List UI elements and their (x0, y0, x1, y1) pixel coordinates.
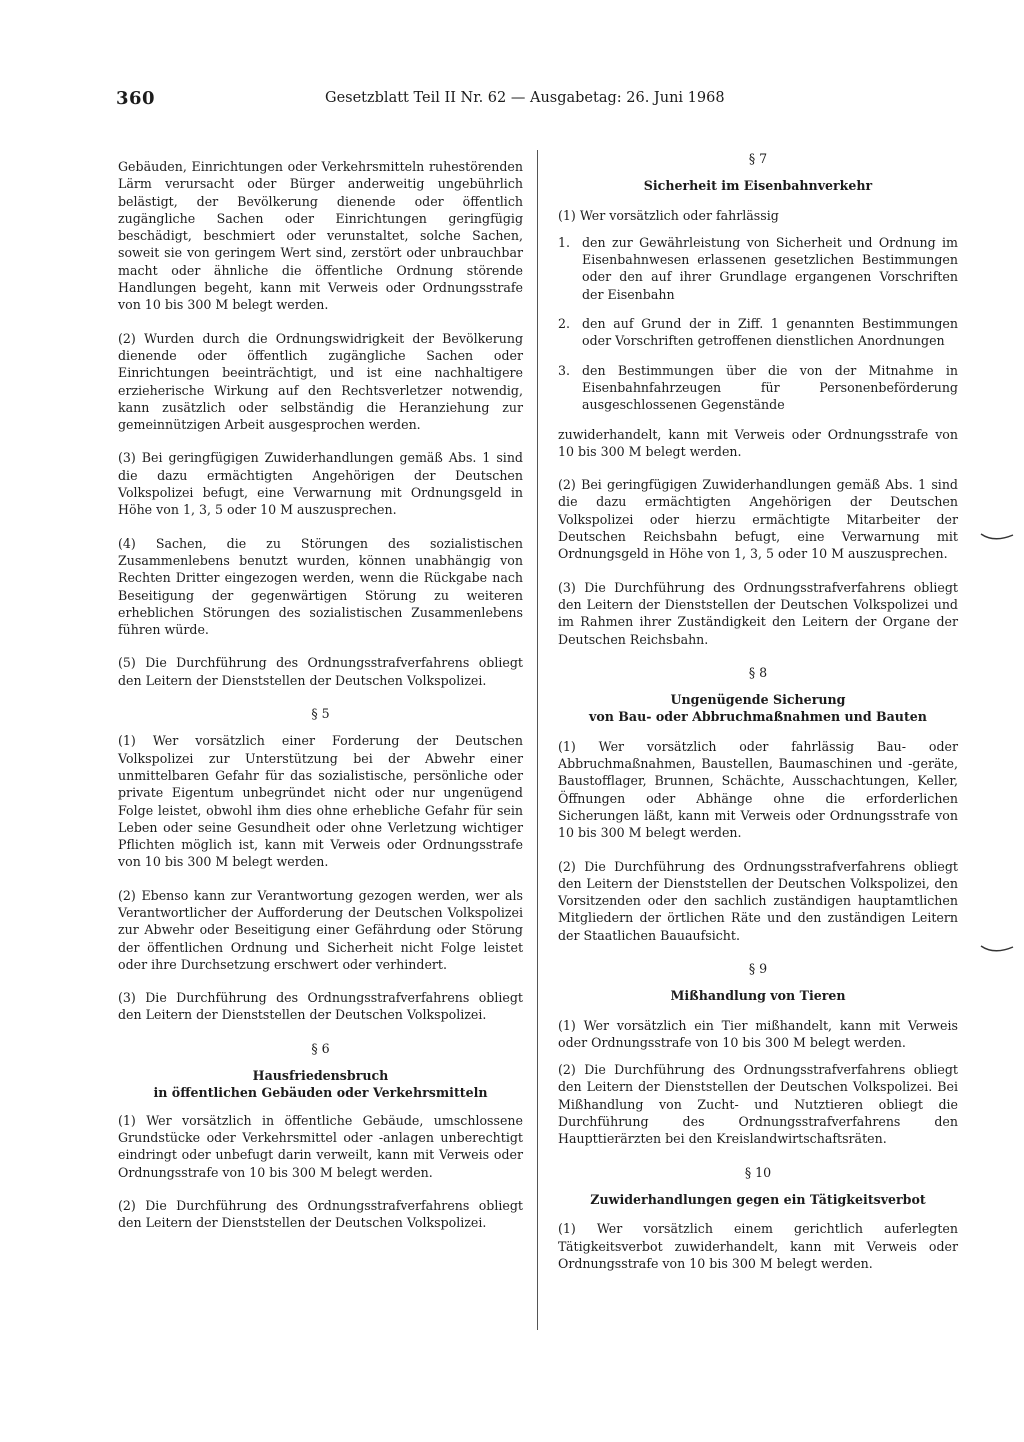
section-heading-8: § 8 (748, 664, 768, 680)
paragraph: (2) Ebenso kann zur Verantwortung gezogen werden, wer als Verantwortlicher der Aufforderung der Deutschen Volkspolizei zur Abwehr oder Beseitigung einer Gefährdung oder Störung der öffentlichen Ordnung und Sicherheit nicht Folge leistet oder ihre Durchsetzung erschwert oder verhindert. (118, 887, 523, 972)
section-title-line: Ungenügende Sicherung (670, 692, 846, 708)
section-title-9: Mißhandlung von Tieren (670, 988, 846, 1004)
margin-mark-icon (980, 944, 1014, 954)
section-title-line: in öffentlichen Gebäuden oder Verkehrsmitteln (153, 1085, 488, 1101)
margin-mark (980, 944, 1014, 954)
section-title-8 (558, 691, 958, 726)
list-item-text: den zur Gewährleistung von Sicherheit und Ordnung im Eisenbahnwesen erlassenen gesetzlichen Bestimmungen oder den auf ihrer Grundlage ergangenen Vorschriften der Eisenbahn (582, 234, 958, 302)
page-header (116, 88, 956, 110)
list-item-number: 1. (558, 234, 571, 250)
paragraph: (2) Die Durchführung des Ordnungsstrafverfahrens obliegt den Leitern der Dienststellen der Deutschen Volkspolizei. (118, 1197, 523, 1231)
section-title-7: Sicherheit im Eisenbahnverkehr (643, 178, 873, 194)
paragraph: (1) Wer vorsätzlich einer Forderung der Deutschen Volkspolizei zur Unterstützung bei der Abwehr einer unmittelbaren Gefahr für das sozialistische, persönliche oder private Eigentum unbegründet nicht oder nur ungenügend Folge leistet, obwohl ihm dies ohne erhebliche Gefahr für sein Leben oder seine Gesundheit oder ohne Verletzung wichtiger Pflichten möglich ist, kann mit Verweis oder Ordnungsstrafe von 10 bis 300 M belegt werden. (118, 733, 523, 870)
list-item (558, 234, 958, 303)
section-heading-6: § 6 (311, 1040, 330, 1056)
list-item (558, 362, 958, 414)
paragraph: (1) Wer vorsätzlich oder fahrlässig Bau- oder Abbruchmaßnahmen, Baustellen, Baumaschinen und -geräte, Baustofflager, Brunnen, Schächte, Ausschachtungen, Keller, Öffnungen oder Abhänge ohne die erforderlichen Sicherungen läßt, kann mit Verweis oder Ordnungsstrafe von 10 bis 300 M belegt werden. (558, 738, 958, 841)
section-heading-5: § 5 (311, 706, 330, 722)
paragraph: (1) Wer vorsätzlich einem gerichtlich auferlegten Tätigkeitsverbot zuwiderhandelt, kann mit Verweis oder Ordnungsstrafe von 10 bis 300 M belegt werden. (558, 1221, 958, 1271)
paragraph: zuwiderhandelt, kann mit Verweis oder Ordnungsstrafe von 10 bis 300 M belegt werden. (558, 426, 958, 459)
paragraph: (3) Die Durchführung des Ordnungsstrafverfahrens obliegt den Leitern der Dienststellen der Deutschen Volkspolizei und im Rahmen ihrer Zuständigkeit den Leitern der Organe der Deutschen Reichsbahn. (558, 579, 958, 647)
paragraph: (2) Wurden durch die Ordnungswidrigkeit der Bevölkerung dienende oder öffentlich zugängliche Sachen oder Einrichtungen beeinträchtigt, und ist eine nachhaltigere erzieherische Wirkung auf den Rechtsverletzer notwendig, kann zusätzlich oder selbständig die Heranziehung zur gemeinnützigen Arbeit ausgesprochen werden. (118, 330, 523, 433)
list-item-text: den Bestimmungen über die von der Mitnahme in Eisenbahnfahrzeugen für Personenbeförderung ausgeschlossenen Gegenstände (582, 362, 958, 413)
paragraph: (2) Bei geringfügigen Zuwiderhandlungen gemäß Abs. 1 sind die dazu ermächtigten Angehörigen der Deutschen Volkspolizei oder hierzu ermächtigte Mitarbeiter der Deutschen Reichsbahn befugt, eine Verwarnung mit Ordnungsgeld in Höhe von 1, 3, 5 oder 10 M auszusprechen. (558, 477, 958, 562)
section-title-10: Zuwiderhandlungen gegen ein Tätigkeitsverbot (590, 1191, 926, 1207)
list-item (558, 315, 958, 350)
section-heading-9: § 9 (748, 960, 768, 976)
section-title-6 (118, 1067, 523, 1102)
section-title-line: Hausfriedensbruch (252, 1068, 389, 1084)
gazette-title: Gesetzblatt Teil II Nr. 62 — Ausgabetag: 26. Juni 1968 (325, 90, 725, 106)
list-item-number: 3. (558, 362, 571, 378)
paragraph: (3) Die Durchführung des Ordnungsstrafverfahrens obliegt den Leitern der Dienststellen der Deutschen Volkspolizei. (118, 990, 523, 1023)
paragraph: (2) Die Durchführung des Ordnungsstrafverfahrens obliegt den Leitern der Dienststellen der Deutschen Volkspolizei. Bei Mißhandlung von Zucht- und Nutztieren obliegt die Durchführung des Ordnungsstrafverfahrens den Haupttierärzten bei den Kreislandwirtschaftsräten. (558, 1062, 958, 1147)
paragraph: (1) Wer vorsätzlich oder fahrlässig (558, 207, 779, 223)
column-divider (537, 150, 538, 1330)
section-heading-10: § 10 (744, 1164, 772, 1180)
list-item-number: 2. (558, 316, 571, 332)
margin-mark-icon (980, 532, 1014, 542)
paragraph: (3) Bei geringfügigen Zuwiderhandlungen gemäß Abs. 1 sind die dazu ermächtigten Angehörigen der Deutschen Volkspolizei befugt, eine Verwarnung mit Ordnungsgeld in Höhe von 1, 3, 5 oder 10 M auszusprechen. (118, 450, 523, 518)
paragraph: (2) Die Durchführung des Ordnungsstrafverfahrens obliegt den Leitern der Dienststellen der Deutschen Volkspolizei, den Vorsitzenden oder den sachlich zuständigen hauptamtlichen Mitgliedern der örtlichen Räte und den zuständigen Leitern der Staatlichen Bauaufsicht. (558, 858, 958, 943)
paragraph: (1) Wer vorsätzlich ein Tier mißhandelt, kann mit Verweis oder Ordnungsstrafe von 10 bis 300 M belegt werden. (558, 1017, 958, 1050)
left-column (118, 158, 523, 1247)
paragraph: (4) Sachen, die zu Störungen des sozialistischen Zusammenlebens benutzt wurden, können unabhängig von Rechten Dritter eingezogen werden, wenn die Rückgabe nach Beseitigung der gegenwärtigen Störung zu weiteren erheblichen Störungen des sozialistischen Zusammenlebens führen würde. (118, 535, 523, 638)
margin-mark (980, 532, 1014, 542)
page-number: 360 (116, 88, 156, 109)
paragraph: (5) Die Durchführung des Ordnungsstrafverfahrens obliegt den Leitern der Dienststellen der Deutschen Volkspolizei. (118, 655, 523, 688)
enumerated-list (558, 234, 958, 414)
list-item-text: den auf Grund der in Ziff. 1 genannten Bestimmungen oder Vorschriften getroffenen dienstlichen Anordnungen (582, 316, 958, 349)
paragraph: (1) Wer vorsätzlich in öffentliche Gebäude, umschlossene Grundstücke oder Verkehrsmittel oder -anlagen unberechtigt eindringt oder unbefugt darin verweilt, kann mit Verweis oder Ordnungsstrafe von 10 bis 300 M belegt werden. (118, 1112, 523, 1180)
paragraph: Gebäuden, Einrichtungen oder Verkehrsmitteln ruhestörenden Lärm verursacht oder Bürger anderweitig ungebührlich belästigt, der Bevölkerung dienende oder öffentlich zugängliche Sachen oder Einrichtungen geringfügig beschädigt, beschmiert oder verunstaltet, solche Sachen, soweit sie von geringem Wert sind, zerstört oder unbrauchbar macht oder ähnliche die öffentliche Ordnung störende Handlungen begeht, kann mit Verweis oder Ordnungsstrafe von 10 bis 300 M belegt werden. (118, 159, 523, 313)
section-title-line: von Bau- oder Abbruchmaßnahmen und Bauten (589, 709, 927, 725)
right-column (558, 150, 958, 1288)
section-heading-7: § 7 (748, 151, 768, 166)
